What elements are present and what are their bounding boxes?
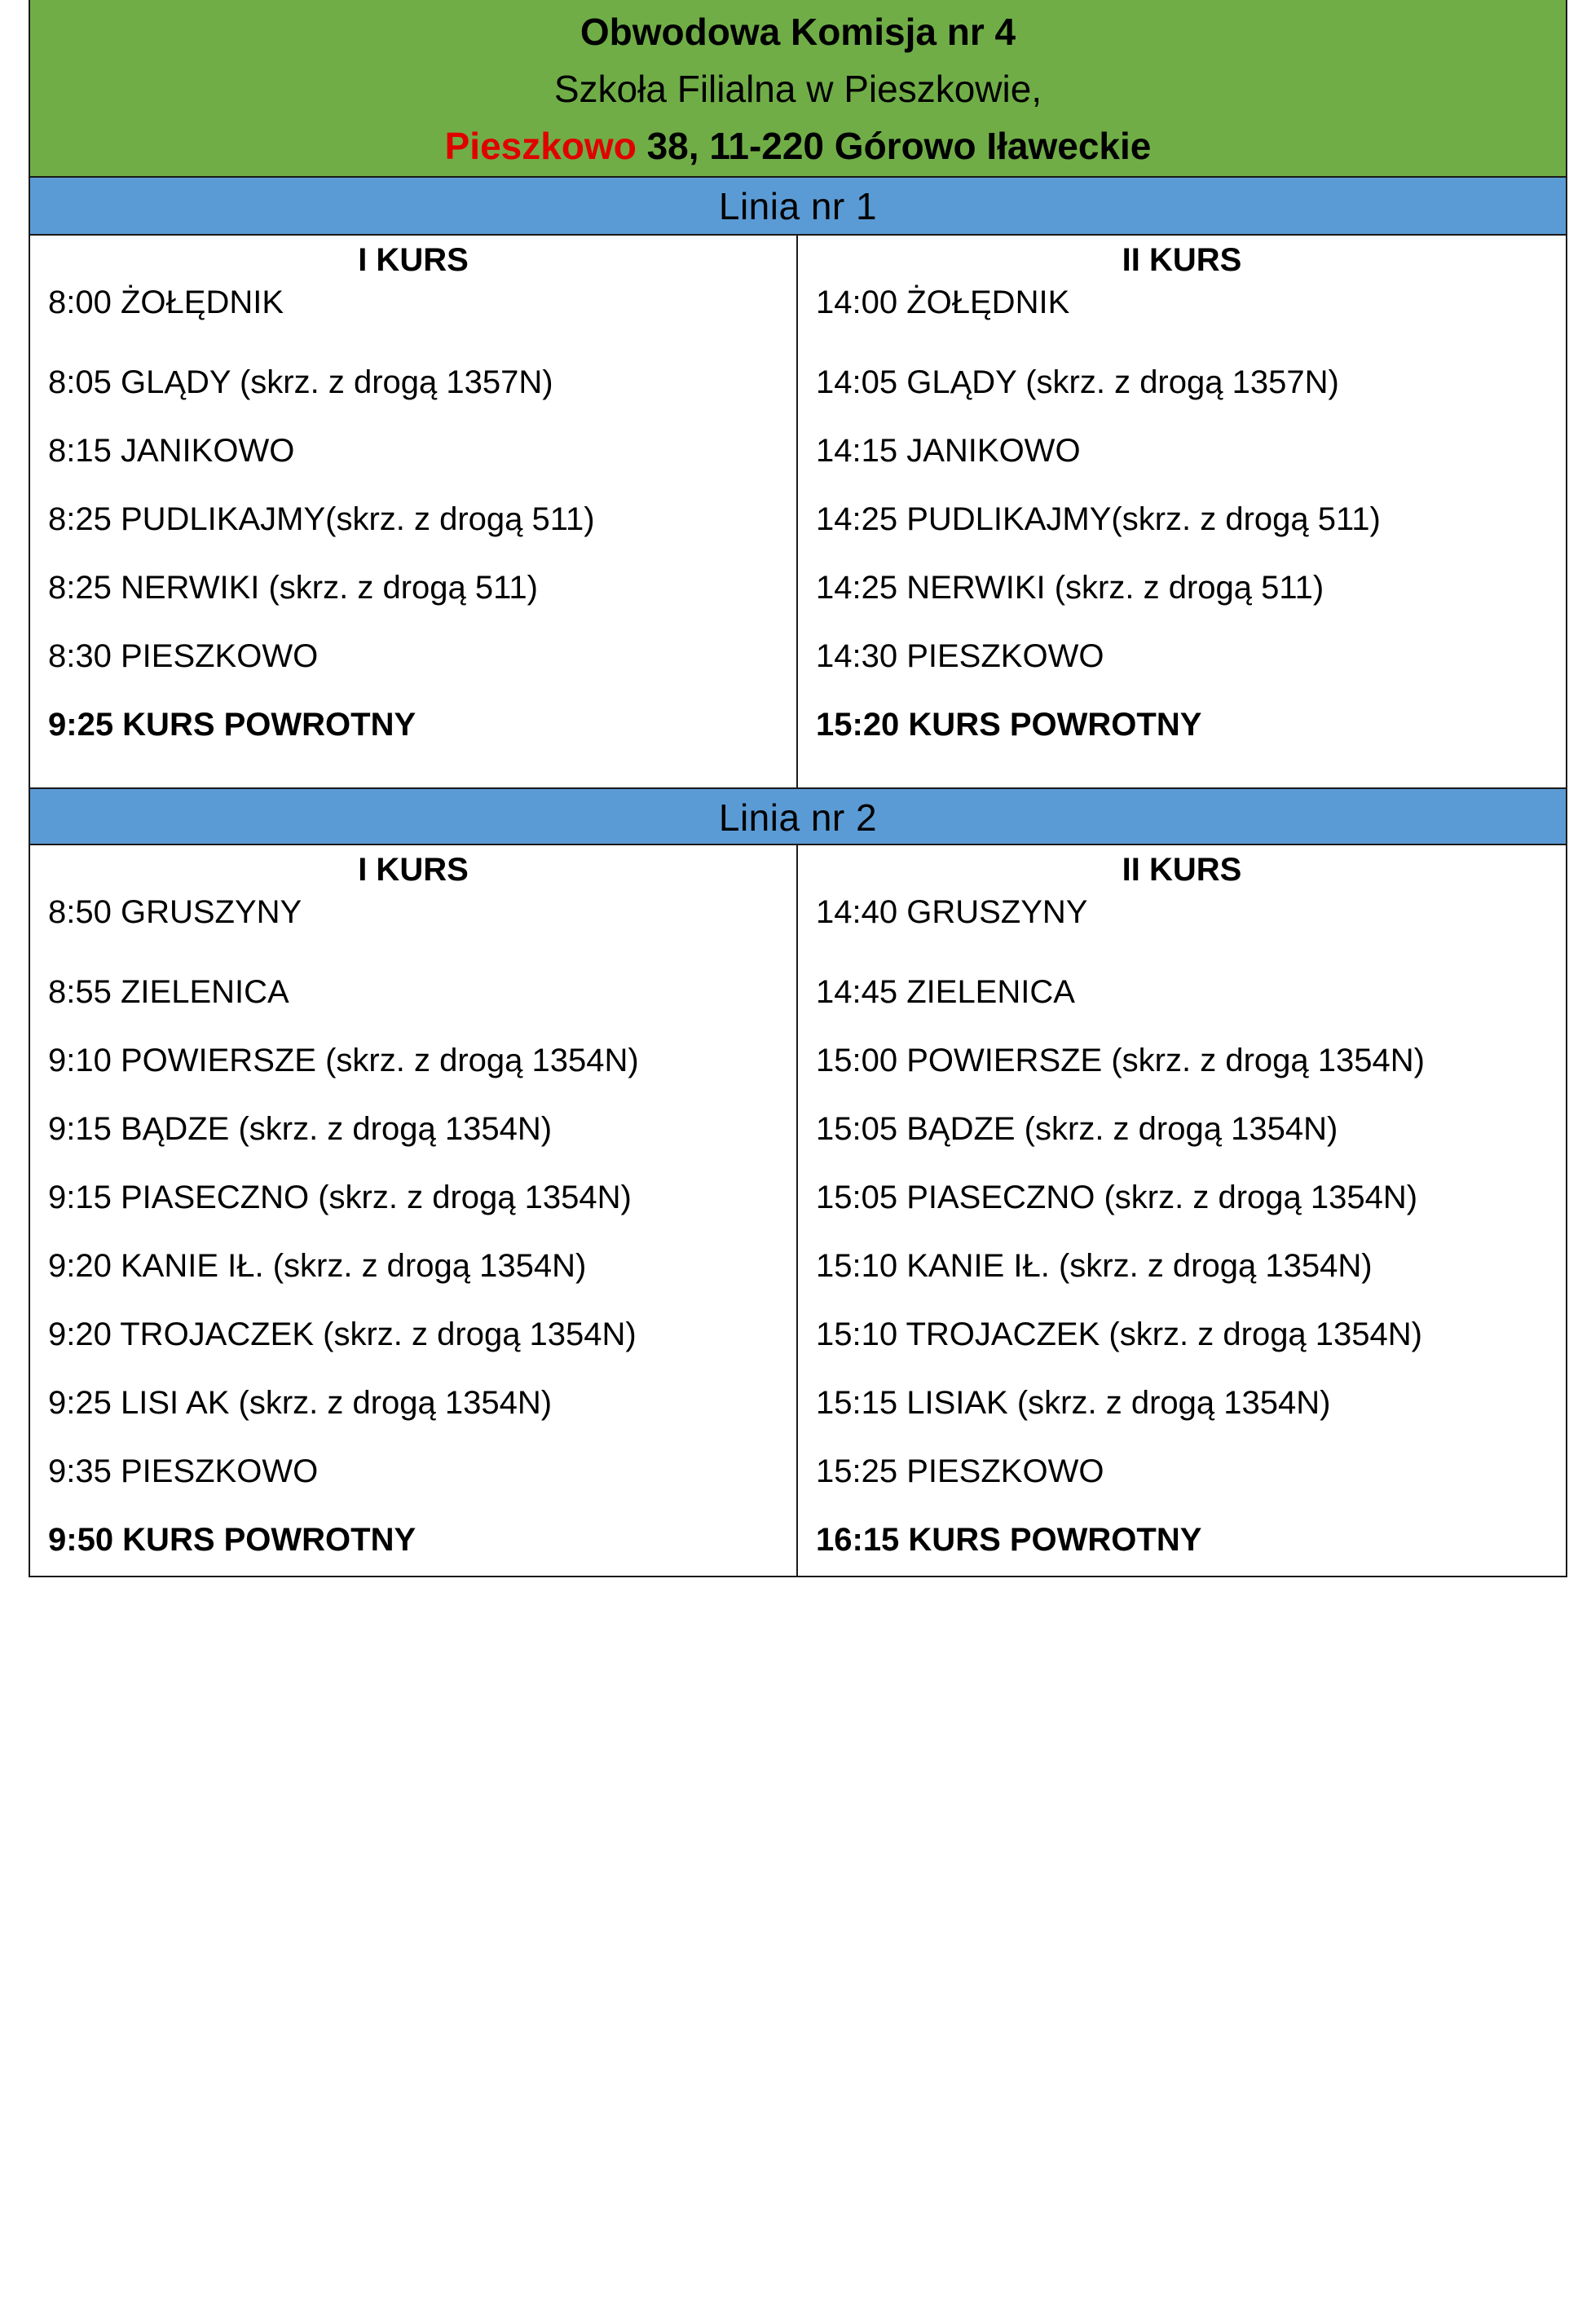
stop-item: 9:15 PIASECZNO (skrz. z drogą 1354N)	[48, 1180, 632, 1215]
stop-item: 8:30 PIESZKOWO	[48, 638, 319, 674]
line-2-header: Linia nr 2	[30, 787, 1566, 845]
stop-item: 15:25 PIESZKOWO	[816, 1453, 1104, 1489]
line-2-course-1	[30, 845, 798, 1576]
stop-item: 9:10 POWIERSZE (skrz. z drogą 1354N)	[48, 1043, 639, 1078]
course-title: II KURS	[1122, 242, 1242, 278]
stop-item: 14:15 JANIKOWO	[816, 433, 1081, 469]
schedule-sheet	[29, 0, 1567, 1577]
course-title: II KURS	[1122, 852, 1242, 888]
stop-item: 15:00 POWIERSZE (skrz. z drogą 1354N)	[816, 1043, 1425, 1078]
course-title: I KURS	[358, 852, 469, 888]
stop-item: 14:45 ZIELENICA	[816, 974, 1075, 1010]
stop-list	[30, 280, 796, 759]
line-1-course-1	[30, 236, 798, 787]
commission-title: Obwodowa Komisja nr 4	[580, 11, 1016, 53]
course-title: I KURS	[358, 242, 469, 278]
stop-item: 14:30 PIESZKOWO	[816, 638, 1104, 674]
line-1-header: Linia nr 1	[30, 178, 1566, 236]
stop-item: 8:05 GLĄDY (skrz. z drogą 1357N)	[48, 364, 553, 400]
stop-item: 15:05 PIASECZNO (skrz. z drogą 1354N)	[816, 1180, 1418, 1215]
line-2-course-2	[798, 845, 1566, 1576]
stop-item: 8:15 JANIKOWO	[48, 433, 295, 469]
stop-item: 14:00 ŻOŁĘDNIK	[816, 284, 1070, 320]
stop-item: 9:20 KANIE IŁ. (skrz. z drogą 1354N)	[48, 1248, 587, 1284]
stop-item: 8:55 ZIELENICA	[48, 974, 289, 1010]
stop-item: 9:35 PIESZKOWO	[48, 1453, 319, 1489]
address-town-highlight: Pieszkowo	[444, 125, 637, 167]
stop-item: 8:25 PUDLIKAJMY(skrz. z drogą 511)	[48, 501, 595, 537]
stop-item: 8:50 GRUSZYNY	[48, 894, 302, 930]
school-address	[30, 117, 1566, 174]
return-trip: 9:25 KURS POWROTNY	[48, 707, 416, 743]
stop-item: 14:40 GRUSZYNY	[816, 894, 1088, 930]
commission-header	[30, 0, 1566, 178]
stop-item: 15:10 KANIE IŁ. (skrz. z drogą 1354N)	[816, 1248, 1373, 1284]
stop-item: 9:20 TROJACZEK (skrz. z drogą 1354N)	[48, 1316, 637, 1352]
stop-item: 15:15 LISIAK (skrz. z drogą 1354N)	[816, 1385, 1331, 1421]
return-trip: 9:50 KURS POWROTNY	[48, 1522, 416, 1558]
stop-item: 14:25 NERWIKI (skrz. z drogą 511)	[816, 570, 1324, 606]
stop-item: 15:05 BĄDZE (skrz. z drogą 1354N)	[816, 1111, 1338, 1147]
return-trip: 16:15 KURS POWROTNY	[816, 1522, 1202, 1558]
stop-item: 14:05 GLĄDY (skrz. z drogą 1357N)	[816, 364, 1339, 400]
stop-item: 15:10 TROJACZEK (skrz. z drogą 1354N)	[816, 1316, 1422, 1352]
address-rest: 38, 11-220 Górowo Iławeckie	[636, 125, 1152, 167]
line-1-course-2	[798, 236, 1566, 787]
stop-item: 9:25 LISI AK (skrz. z drogą 1354N)	[48, 1385, 553, 1421]
stop-list	[798, 280, 1566, 759]
stop-item: 14:25 PUDLIKAJMY(skrz. z drogą 511)	[816, 501, 1381, 537]
stop-item: 8:25 NERWIKI (skrz. z drogą 511)	[48, 570, 538, 606]
stop-list	[30, 889, 796, 1574]
stop-item: 8:00 ŻOŁĘDNIK	[48, 284, 284, 320]
line-2-body	[30, 845, 1566, 1576]
return-trip: 15:20 KURS POWROTNY	[816, 707, 1202, 743]
stop-item: 9:15 BĄDZE (skrz. z drogą 1354N)	[48, 1111, 553, 1147]
stop-list	[798, 889, 1566, 1574]
school-name: Szkoła Filialna w Pieszkowie,	[553, 68, 1042, 110]
line-1-body	[30, 236, 1566, 787]
